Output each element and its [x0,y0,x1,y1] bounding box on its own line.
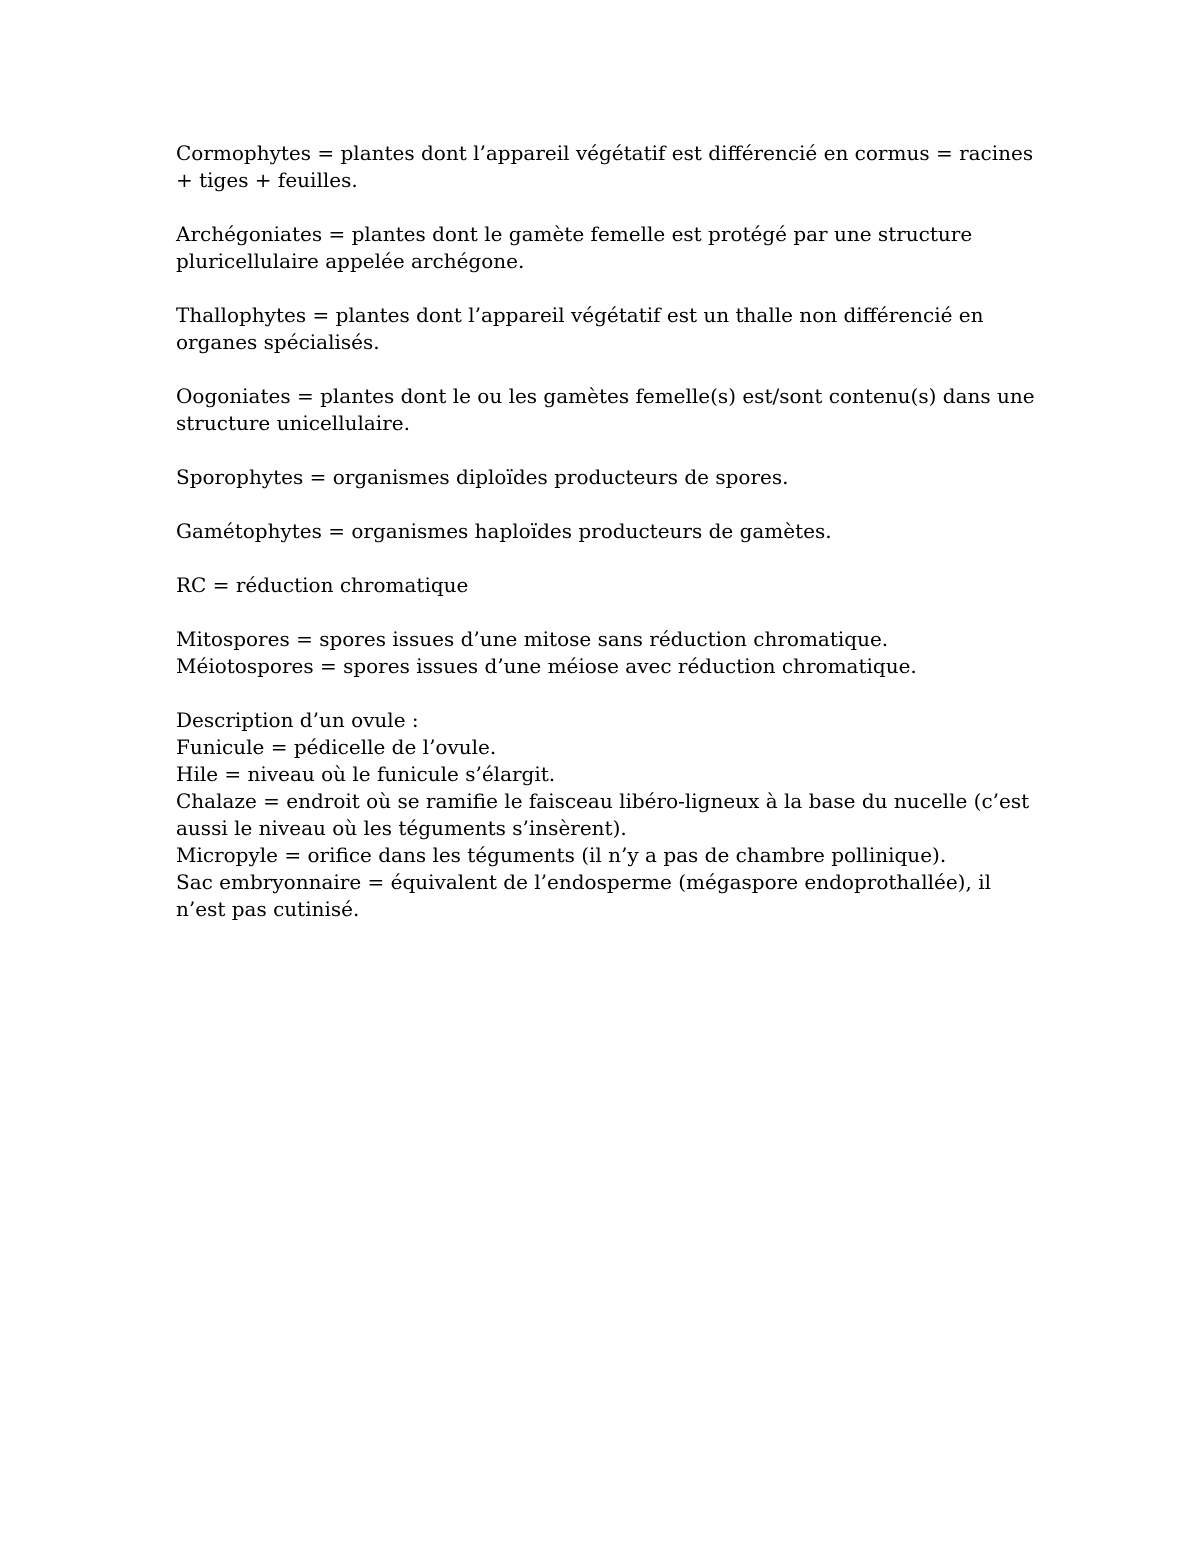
text-line: organes spécialisés. [176,330,380,354]
text-line: Micropyle = orifice dans les téguments (il n’y a pas de chambre pollinique). [176,843,947,867]
paragraph-spores [176,626,1026,680]
text-line: Sporophytes = organismes diploïdes producteurs de spores. [176,465,789,489]
text-line: Gamétophytes = organismes haploïdes producteurs de gamètes. [176,519,832,543]
paragraph-gametophytes [176,518,1026,545]
text-line: Cormophytes = plantes dont l’appareil végétatif est différencié en cormus = racines [176,141,1034,165]
document-body [176,140,1035,950]
text-line: Archégoniates = plantes dont le gamète femelle est protégé par une structure [176,222,973,246]
text-line: RC = réduction chromatique [176,573,469,597]
text-line: structure unicellulaire. [176,411,410,435]
text-line: Chalaze = endroit où se ramifie le faisceau libéro-ligneux à la base du nucelle (c’est [176,789,1030,813]
text-line: Thallophytes = plantes dont l’appareil végétatif est un thalle non différencié en [176,303,984,327]
text-line: Méiotospores = spores issues d’une méiose avec réduction chromatique. [176,654,917,678]
paragraph-sporophytes [176,464,1026,491]
text-line: Hile = niveau où le funicule s’élargit. [176,762,556,786]
text-line: n’est pas cutinisé. [176,897,360,921]
paragraph-oogoniates [176,383,1035,437]
text-line: pluricellulaire appelée archégone. [176,249,525,273]
text-line: Funicule = pédicelle de l’ovule. [176,735,497,759]
paragraph-thallophytes [176,302,1026,356]
paragraph-archegoniates [176,221,1026,275]
paragraph-rc [176,572,1026,599]
paragraph-cormophytes [176,140,1034,194]
text-line: Oogoniates = plantes dont le ou les gamètes femelle(s) est/sont contenu(s) dans une [176,384,1035,408]
text-line: Description d’un ovule : [176,708,419,732]
text-line: aussi le niveau où les téguments s’insèrent). [176,816,627,840]
paragraph-ovule-description [176,707,1030,923]
text-line: Sac embryonnaire = équivalent de l’endosperme (mégaspore endoprothallée), il [176,870,991,894]
text-line: + tiges + feuilles. [176,168,358,192]
text-line: Mitospores = spores issues d’une mitose sans réduction chromatique. [176,627,889,651]
